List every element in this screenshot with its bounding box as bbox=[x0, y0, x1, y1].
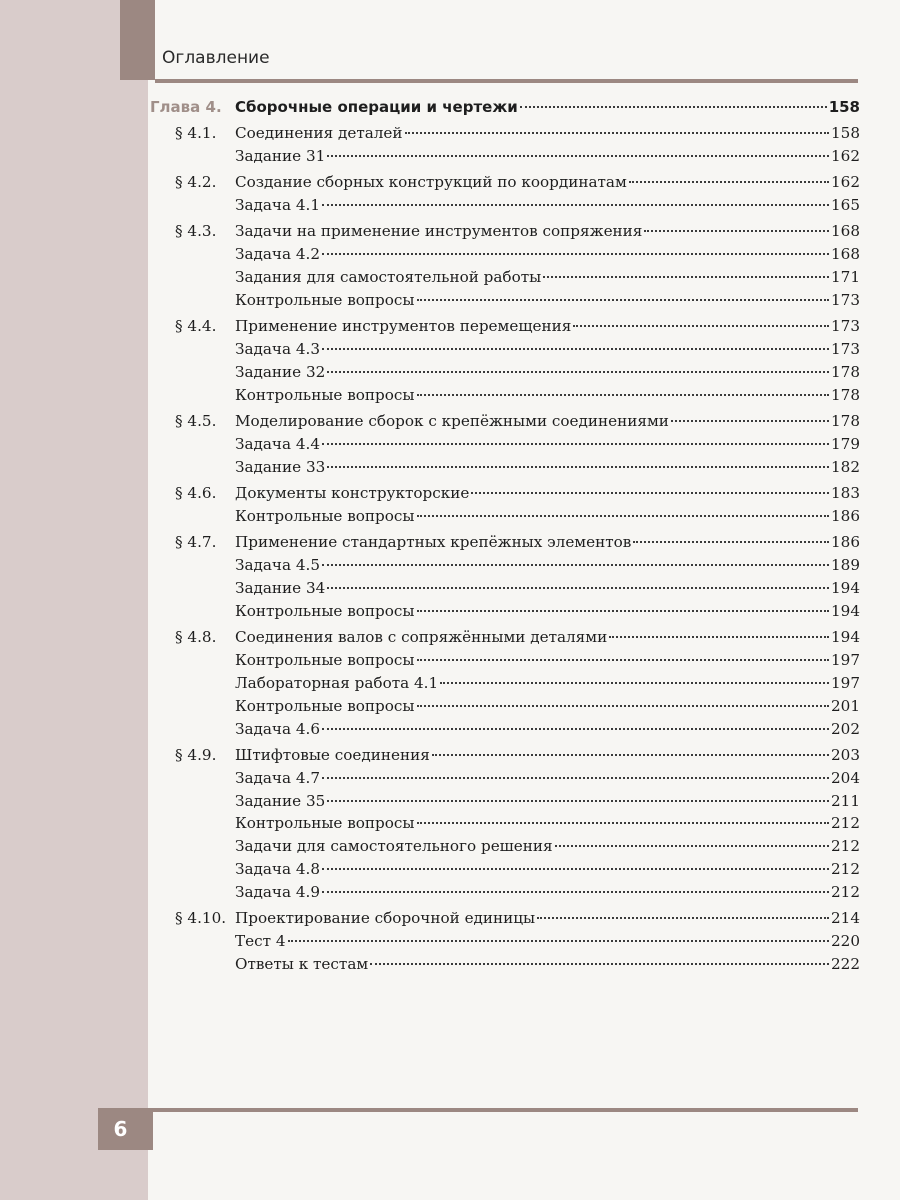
subsection-entry[interactable] bbox=[150, 363, 860, 386]
subsection-page: 201 bbox=[831, 696, 860, 715]
section-number: § 4.3. bbox=[175, 222, 217, 241]
section-page: 186 bbox=[831, 533, 860, 552]
subsection-title: Задание 32 bbox=[235, 362, 326, 381]
section-title: Применение стандартных крепёжных элементов bbox=[235, 533, 632, 552]
subsection-entry[interactable] bbox=[150, 883, 860, 906]
section-page: 162 bbox=[831, 173, 860, 192]
subsection-page: 179 bbox=[831, 434, 860, 453]
footer-rule bbox=[153, 1108, 858, 1112]
subsection-entry[interactable] bbox=[150, 340, 860, 363]
subsection-page: 173 bbox=[831, 291, 860, 310]
section-number: § 4.9. bbox=[175, 745, 217, 764]
subsection-entry[interactable] bbox=[150, 602, 860, 625]
subsection-page: 168 bbox=[831, 245, 860, 264]
subsection-page: 194 bbox=[831, 601, 860, 620]
subsection-entry[interactable] bbox=[150, 268, 860, 291]
section-page: 194 bbox=[831, 627, 860, 646]
dot-leader bbox=[417, 299, 829, 301]
section-entry[interactable] bbox=[150, 222, 860, 245]
subsection-entry[interactable] bbox=[150, 697, 860, 720]
section-title: Штифтовые соединения bbox=[235, 745, 430, 764]
subsection-entry[interactable] bbox=[150, 932, 860, 955]
subsection-page: 212 bbox=[831, 837, 860, 856]
subsection-page: 197 bbox=[831, 673, 860, 692]
dot-leader bbox=[417, 659, 829, 661]
subsection-page: 212 bbox=[831, 814, 860, 833]
subsection-title: Задача 4.6 bbox=[235, 719, 320, 738]
subsection-title: Задание 34 bbox=[235, 578, 326, 597]
subsection-page: 162 bbox=[831, 147, 860, 166]
section-entry[interactable] bbox=[150, 412, 860, 435]
subsection-entry[interactable] bbox=[150, 720, 860, 743]
subsection-entry[interactable] bbox=[150, 860, 860, 883]
dot-leader bbox=[322, 891, 829, 893]
dot-leader bbox=[417, 515, 829, 517]
section-entry[interactable] bbox=[150, 124, 860, 147]
dot-leader bbox=[440, 682, 829, 684]
dot-leader bbox=[322, 348, 829, 350]
section-number: § 4.7. bbox=[175, 533, 217, 552]
subsection-entry[interactable] bbox=[150, 147, 860, 170]
subsection-title: Задание 33 bbox=[235, 457, 326, 476]
section-page: 178 bbox=[831, 412, 860, 431]
section-title: Задачи на применение инструментов сопряжения bbox=[235, 222, 643, 241]
dot-leader bbox=[633, 541, 829, 543]
dot-leader bbox=[471, 492, 829, 494]
chapter-entry[interactable] bbox=[150, 98, 860, 121]
section-entry[interactable] bbox=[150, 484, 860, 507]
section-entry[interactable] bbox=[150, 317, 860, 340]
section-title: Документы конструкторские bbox=[235, 484, 470, 503]
section-number: § 4.1. bbox=[175, 124, 217, 143]
section-entry[interactable] bbox=[150, 628, 860, 651]
subsection-title: Задача 4.9 bbox=[235, 883, 320, 902]
subsection-title: Тест 4 bbox=[235, 932, 286, 951]
subsection-title: Задача 4.2 bbox=[235, 245, 320, 264]
dot-leader bbox=[417, 705, 829, 707]
section-number: § 4.4. bbox=[175, 317, 217, 336]
subsection-page: 211 bbox=[831, 791, 860, 810]
section-number: § 4.5. bbox=[175, 412, 217, 431]
subsection-entry[interactable] bbox=[150, 291, 860, 314]
subsection-entry[interactable] bbox=[150, 651, 860, 674]
dot-leader bbox=[417, 394, 829, 396]
section-page: 214 bbox=[831, 909, 860, 928]
section-number: § 4.6. bbox=[175, 484, 217, 503]
dot-leader bbox=[322, 868, 829, 870]
subsection-page: 171 bbox=[831, 268, 860, 287]
subsection-entry[interactable] bbox=[150, 769, 860, 792]
header-accent-block bbox=[120, 0, 155, 80]
dot-leader bbox=[671, 420, 829, 422]
section-page: 168 bbox=[831, 222, 860, 241]
subsection-page: 165 bbox=[831, 196, 860, 215]
subsection-page: 186 bbox=[831, 506, 860, 525]
section-title: Создание сборных конструкций по координатам bbox=[235, 173, 627, 192]
subsection-entry[interactable] bbox=[150, 458, 860, 481]
dot-leader bbox=[629, 181, 829, 183]
dot-leader bbox=[609, 636, 829, 638]
dot-leader bbox=[327, 155, 829, 157]
subsection-page: 189 bbox=[831, 556, 860, 574]
dot-leader bbox=[322, 564, 829, 566]
subsection-entry[interactable] bbox=[150, 386, 860, 409]
section-entry[interactable] bbox=[150, 533, 860, 556]
dot-leader bbox=[322, 253, 829, 255]
section-entry[interactable] bbox=[150, 909, 860, 932]
section-number: § 4.8. bbox=[175, 627, 217, 646]
subsection-page: 182 bbox=[831, 457, 860, 476]
subsection-title: Задача 4.4 bbox=[235, 434, 320, 453]
dot-leader bbox=[327, 371, 829, 373]
table-of-contents bbox=[150, 98, 860, 978]
dot-leader bbox=[288, 940, 829, 942]
dot-leader bbox=[370, 963, 829, 965]
subsection-entry[interactable] bbox=[150, 674, 860, 697]
subsection-page: 212 bbox=[831, 860, 860, 879]
section-title: Применение инструментов перемещения bbox=[235, 317, 572, 336]
dot-leader bbox=[555, 845, 829, 847]
section-page: 183 bbox=[831, 484, 860, 503]
section-entry[interactable] bbox=[150, 746, 860, 769]
subsection-title: Задание 35 bbox=[235, 791, 326, 810]
dot-leader bbox=[327, 466, 829, 468]
subsection-entry[interactable] bbox=[150, 792, 860, 815]
subsection-title: Лабораторная работа 4.1 bbox=[235, 673, 439, 692]
subsection-title: Контрольные вопросы bbox=[235, 601, 415, 620]
left-margin-band bbox=[0, 0, 148, 1200]
chapter-page: 158 bbox=[828, 98, 860, 116]
dot-leader bbox=[573, 325, 829, 327]
dot-leader bbox=[432, 754, 829, 756]
dot-leader bbox=[322, 777, 829, 779]
section-page: 158 bbox=[831, 124, 860, 143]
subsection-title: Ответы к тестам bbox=[235, 955, 369, 974]
dot-leader bbox=[405, 132, 829, 134]
dot-leader bbox=[537, 917, 829, 919]
running-header-title: Оглавление bbox=[162, 48, 270, 68]
section-page: 203 bbox=[831, 745, 860, 764]
subsection-title: Задания для самостоятельной работы bbox=[235, 268, 542, 287]
subsection-page: 194 bbox=[831, 578, 860, 597]
subsection-page: 220 bbox=[831, 932, 860, 951]
subsection-page: 197 bbox=[831, 650, 860, 669]
subsection-title: Контрольные вопросы bbox=[235, 696, 415, 715]
subsection-title: Задание 31 bbox=[235, 147, 326, 166]
section-title: Проектирование сборочной единицы bbox=[235, 909, 536, 928]
subsection-page: 173 bbox=[831, 340, 860, 359]
subsection-entry[interactable] bbox=[150, 814, 860, 837]
subsection-title: Контрольные вопросы bbox=[235, 814, 415, 833]
subsection-entry[interactable] bbox=[150, 837, 860, 860]
subsection-title: Задача 4.3 bbox=[235, 340, 320, 359]
subsection-entry[interactable] bbox=[150, 556, 860, 579]
subsection-entry[interactable] bbox=[150, 435, 860, 458]
subsection-page: 178 bbox=[831, 385, 860, 404]
section-page: 173 bbox=[831, 317, 860, 336]
subsection-entry[interactable] bbox=[150, 196, 860, 219]
page-number: 6 bbox=[113, 1117, 128, 1141]
subsection-page: 212 bbox=[831, 883, 860, 902]
subsection-page: 178 bbox=[831, 362, 860, 381]
chapter-title: Сборочные операции и чертежи bbox=[235, 98, 518, 116]
subsection-page: 202 bbox=[831, 719, 860, 738]
section-entry[interactable] bbox=[150, 173, 860, 196]
section-title: Соединения деталей bbox=[235, 124, 403, 143]
dot-leader bbox=[520, 106, 827, 108]
subsection-title: Задача 4.7 bbox=[235, 768, 320, 787]
subsection-title: Задача 4.8 bbox=[235, 860, 320, 879]
dot-leader bbox=[322, 728, 829, 730]
subsection-page: 222 bbox=[831, 955, 860, 974]
subsection-title: Задача 4.1 bbox=[235, 196, 320, 215]
subsection-title: Контрольные вопросы bbox=[235, 506, 415, 525]
section-number: § 4.10. bbox=[175, 909, 227, 928]
subsection-entry[interactable] bbox=[150, 579, 860, 602]
dot-leader bbox=[327, 800, 829, 802]
chapter-label: Глава 4. bbox=[150, 98, 222, 116]
subsection-entry[interactable] bbox=[150, 245, 860, 268]
section-title: Моделирование сборок с крепёжными соединениями bbox=[235, 412, 669, 431]
dot-leader bbox=[327, 587, 829, 589]
subsection-entry[interactable] bbox=[150, 507, 860, 530]
dot-leader bbox=[417, 610, 829, 612]
subsection-title: Задачи для самостоятельного решения bbox=[235, 837, 553, 856]
subsection-entry[interactable] bbox=[150, 955, 860, 978]
subsection-title: Контрольные вопросы bbox=[235, 650, 415, 669]
dot-leader bbox=[322, 204, 829, 206]
section-title: Соединения валов с сопряжёнными деталями bbox=[235, 627, 608, 646]
dot-leader bbox=[644, 230, 829, 232]
subsection-title: Контрольные вопросы bbox=[235, 291, 415, 310]
header-rule bbox=[155, 79, 858, 83]
subsection-title: Контрольные вопросы bbox=[235, 385, 415, 404]
dot-leader bbox=[322, 443, 829, 445]
subsection-page: 204 bbox=[831, 768, 860, 787]
dot-leader bbox=[543, 276, 829, 278]
section-number: § 4.2. bbox=[175, 173, 217, 192]
subsection-title: Задача 4.5 bbox=[235, 556, 320, 574]
dot-leader bbox=[417, 822, 829, 824]
